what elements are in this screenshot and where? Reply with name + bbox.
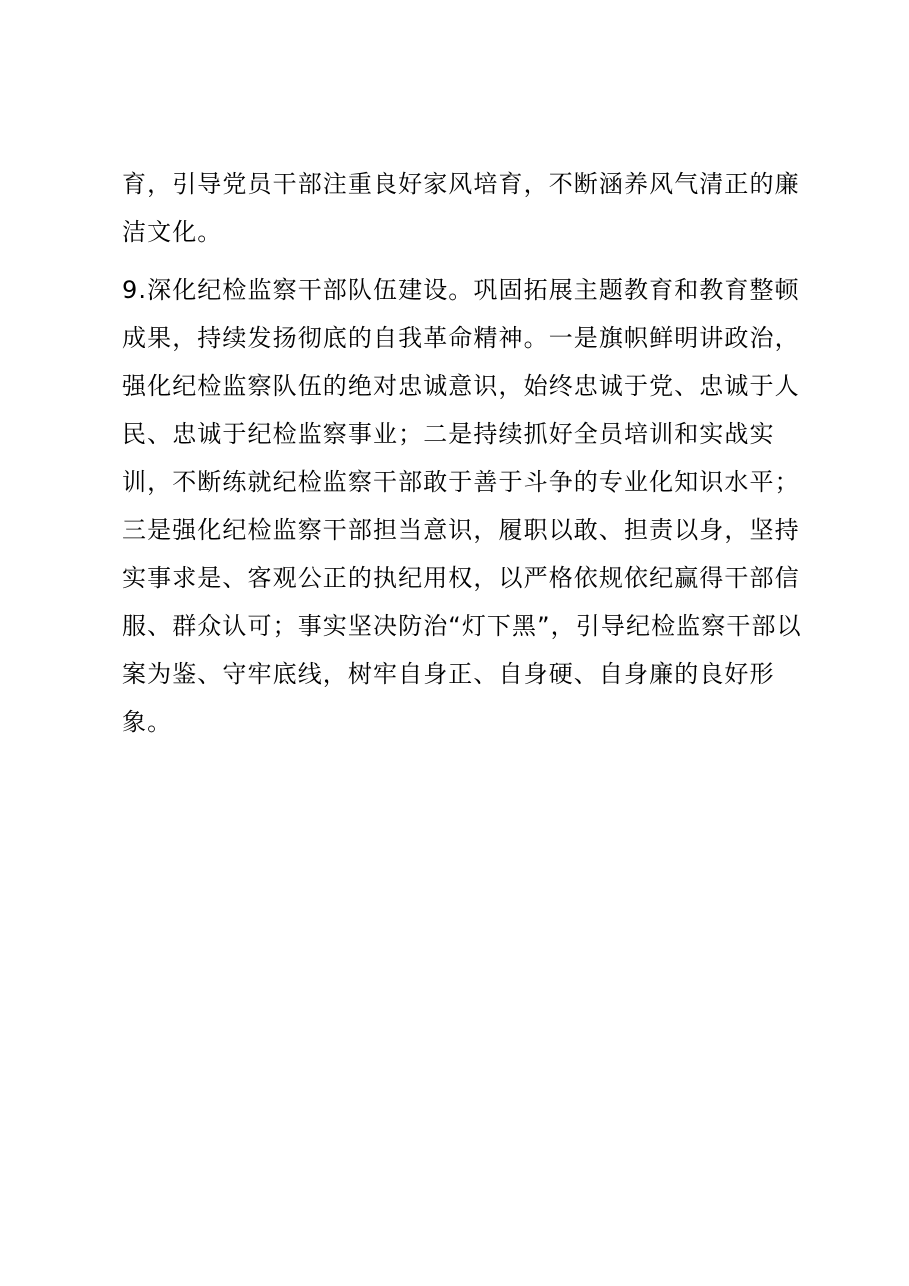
text-line: 洁文化。 bbox=[122, 218, 223, 246]
text-line: 象。 bbox=[122, 708, 173, 736]
text-line: 民、忠诚于纪检监察事业；二是持续抓好全员培训和实战实 bbox=[122, 420, 775, 448]
text-line: 成果，持续发扬彻底的自我革命精神。一是旗帜鲜明讲政治， bbox=[122, 324, 800, 352]
paragraph-9 bbox=[122, 266, 802, 746]
paragraph-heading-line: 9.深化纪检监察干部队伍建设。巩固拓展主题教育和教育整顿 bbox=[122, 276, 800, 304]
text-line: 训，不断练就纪检监察干部敢于善于斗争的专业化知识水平； bbox=[122, 468, 800, 496]
text-line: 强化纪检监察队伍的绝对忠诚意识，始终忠诚于党、忠诚于人 bbox=[122, 372, 800, 400]
text-line: 案为鉴、守牢底线，树牢自身正、自身硬、自身廉的良好形 bbox=[122, 660, 775, 688]
text-line: 实事求是、客观公正的执纪用权，以严格依规依纪赢得干部信 bbox=[122, 564, 800, 592]
text-line: 三是强化纪检监察干部担当意识，履职以敢、担责以身，坚持 bbox=[122, 516, 800, 544]
text-line: 服、群众认可；事实坚决防治“灯下黑”，引导纪检监察干部以 bbox=[122, 612, 802, 640]
text-line: 育，引导党员干部注重良好家风培育，不断涵养风气清正的廉 bbox=[122, 170, 800, 198]
paragraph-continued bbox=[122, 160, 802, 256]
